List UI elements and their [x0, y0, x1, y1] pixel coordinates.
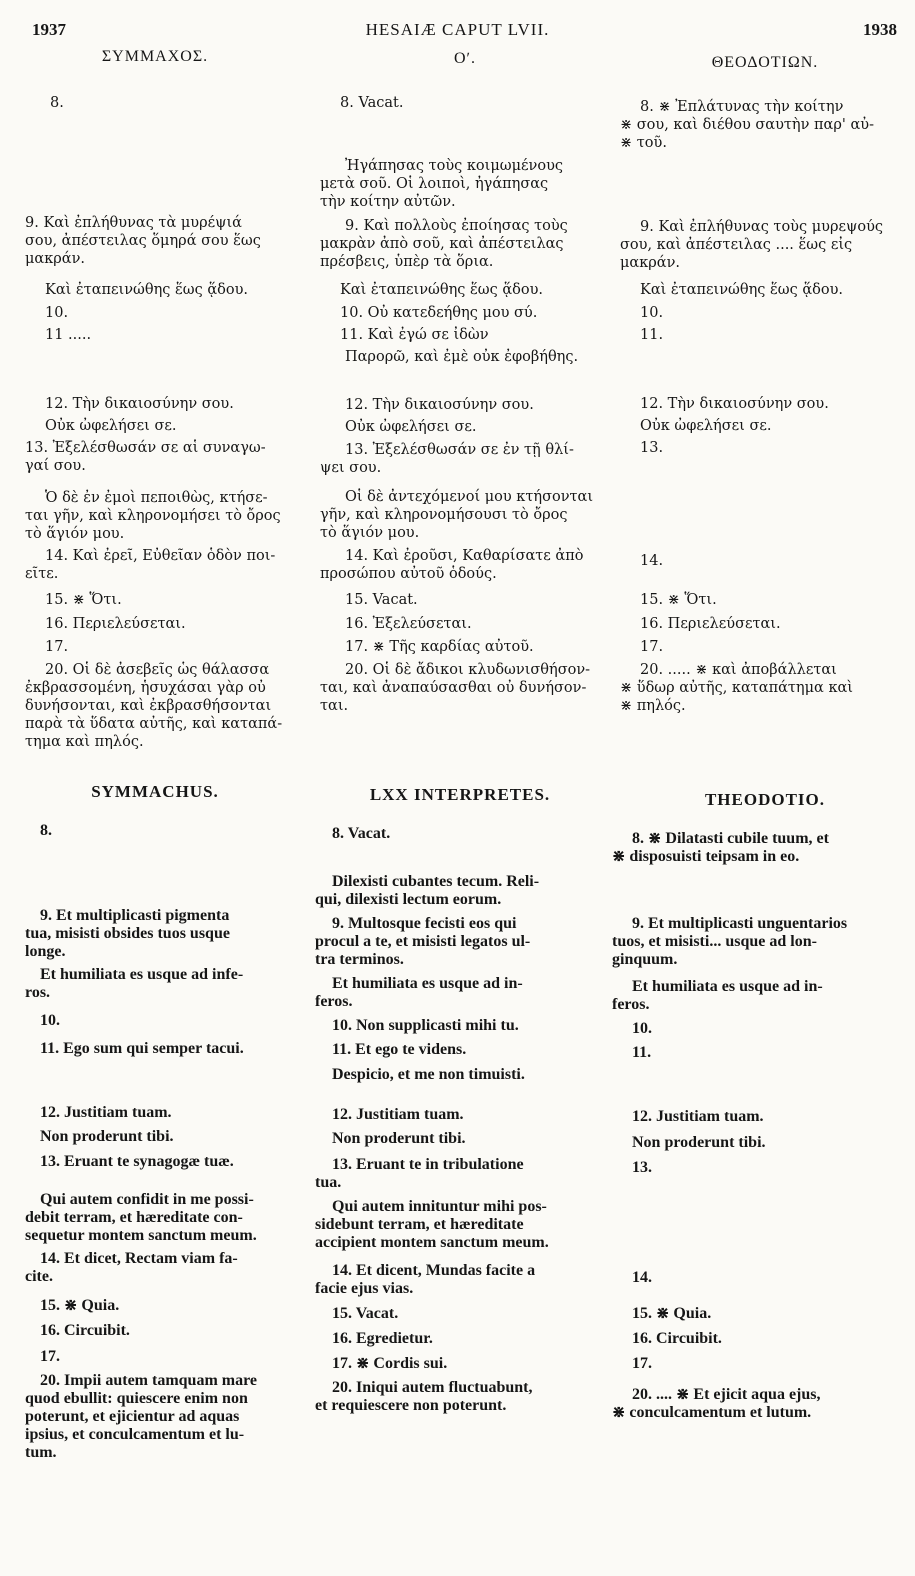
- text-line: ros.: [25, 984, 51, 1001]
- text-line: Et humiliata es usque ad infe-: [40, 966, 244, 983]
- text-line: γαί σου.: [25, 458, 86, 474]
- text-line: 12. Justitiam tuam.: [632, 1108, 764, 1125]
- text-line: 13.: [632, 1159, 652, 1176]
- text-line: ipsius, et conculcamentum et lu-: [25, 1426, 245, 1443]
- text-line: Οὐκ ὠφελήσει σε.: [640, 418, 772, 434]
- text-line: τημα καὶ πηλός.: [25, 734, 144, 750]
- text-line: accipient montem sanctum meum.: [315, 1234, 549, 1251]
- text-line: 14. Et dicet, Rectam viam fa-: [40, 1250, 238, 1267]
- text-line: 15. Vacat.: [332, 1305, 399, 1322]
- text-line: facie ejus vias.: [315, 1280, 414, 1297]
- text-line: ται, καὶ ἀναπαύσασθαι οὐ δυνήσον-: [320, 680, 587, 696]
- text-line: 17.: [45, 639, 69, 655]
- column-heading-symmachus-latin: SYMMACHUS.: [91, 782, 219, 801]
- text-line: δυνήσονται, καὶ ἐκβρασθήσονται: [25, 698, 272, 714]
- text-line: 11.: [640, 327, 664, 343]
- column-heading-lxx-latin: LXX INTERPRETES.: [369, 785, 551, 804]
- text-line: 11.: [632, 1044, 652, 1061]
- text-line: longe.: [25, 943, 66, 960]
- text-line: μετὰ σοῦ. Οἱ λοιποὶ, ἠγάπησας: [320, 176, 549, 192]
- text-line: 10.: [40, 1012, 60, 1029]
- text-line: ⋇ σου, καὶ διέθου σαυτὴν παρ' αὐ-: [620, 117, 874, 133]
- text-line: Καὶ ἐταπεινώθης ἕως ᾅδου.: [640, 282, 844, 298]
- column-heading-theodotion-latin: THEODOTIO.: [704, 790, 826, 809]
- text-line: 13. Eruant te synagogæ tuæ.: [40, 1153, 234, 1170]
- text-line: τὸ ἅγιόν μου.: [320, 525, 420, 541]
- text-line: debit terram, et hæreditate con-: [25, 1209, 243, 1226]
- text-line: 14.: [632, 1269, 652, 1286]
- text-line: ⋇ disposuisti teipsam in eo.: [612, 848, 800, 865]
- text-line: 17. ⋇ Τῆς καρδίας αὐτοῦ.: [345, 639, 534, 655]
- text-line: Dilexisti cubantes tecum. Reli-: [332, 873, 540, 890]
- text-line: 13.: [640, 440, 664, 456]
- text-line: 15. Vacat.: [345, 592, 418, 608]
- text-line: 20. .... ⋇ Et ejicit aqua ejus,: [632, 1386, 821, 1403]
- text-line: 17.: [632, 1355, 652, 1372]
- text-line: 12. Τὴν δικαιοσύνην σου.: [345, 397, 534, 413]
- text-line: 8. ⋇ Ἐπλάτυνας τὴν κοίτην: [640, 99, 844, 115]
- text-line: 12. Justitiam tuam.: [40, 1104, 172, 1121]
- text-line: μακράν.: [25, 251, 86, 267]
- text-line: 9. Et multiplicasti pigmenta: [40, 907, 230, 924]
- text-line: 8.: [40, 822, 52, 839]
- text-line: Καὶ ἐταπεινώθης ἕως ᾅδου.: [340, 282, 544, 298]
- text-line: 20. ..... ⋇ καὶ ἀποβάλλεται: [640, 662, 837, 678]
- text-line: Καὶ ἐταπεινώθης ἕως ᾅδου.: [45, 282, 249, 298]
- text-line: tuos, et misisti... usque ad lon-: [612, 933, 817, 950]
- text-line: 12. Τὴν δικαιοσύνην σου.: [640, 396, 829, 412]
- text-line: 17.: [40, 1348, 60, 1365]
- text-line: cite.: [25, 1268, 53, 1285]
- text-line: 20. Οἱ δὲ ἄδικοι κλυδωνισθήσον-: [345, 662, 591, 678]
- text-line: 15. ⋇ Quia.: [40, 1297, 120, 1314]
- text-line: 13. Ἐξελέσθωσάν σε ἐν τῇ θλί-: [345, 442, 574, 458]
- text-line: 11. Καὶ ἐγώ σε ἰδὼν: [340, 327, 489, 343]
- text-line: Non proderunt tibi.: [332, 1130, 466, 1147]
- text-line: ἐκβρασσομένη, ἡσυχάσαι γὰρ οὐ: [25, 680, 266, 696]
- text-line: 17.: [640, 639, 664, 655]
- text-line: 20. Οἱ δὲ ἀσεβεῖς ὡς θάλασσα: [45, 662, 270, 678]
- text-line: et requiescere non poterunt.: [315, 1397, 507, 1414]
- text-line: quod ebullit: quiescere enim non: [25, 1390, 248, 1407]
- text-line: ginquum.: [612, 951, 678, 968]
- text-line: Et humiliata es usque ad in-: [332, 975, 523, 992]
- text-line: 10. Οὐ κατεδεήθης μου σύ.: [340, 305, 538, 321]
- text-line: Οὐκ ὠφελήσει σε.: [345, 419, 477, 435]
- text-line: tra terminos.: [315, 951, 404, 968]
- text-line: 9. Καὶ ἐπλήθυνας τὰ μυρέψιά: [25, 215, 242, 231]
- page-header: [0, 20, 915, 44]
- text-line: ⋇ ὕδωρ αὐτῆς, καταπάτημα καὶ: [620, 680, 853, 696]
- text-line: tum.: [25, 1444, 57, 1461]
- text-line: Et humiliata es usque ad in-: [632, 978, 823, 995]
- text-line: παρὰ τὰ ὕδατα αὐτῆς, καὶ καταπά-: [25, 716, 283, 732]
- text-line: σου, ἀπέστειλας ὅμηρά σου ἕως: [25, 233, 261, 249]
- text-line: procul a te, et misisti legatos ul-: [315, 933, 531, 950]
- column-heading-symmachus-greek: ΣΥΜΜΑΧΟΣ.: [101, 48, 209, 65]
- text-line: sequetur montem sanctum meum.: [25, 1227, 257, 1244]
- text-line: μακράν.: [620, 255, 681, 271]
- text-line: 9. Καὶ ἐπλήθυνας τοὺς μυρεψούς: [640, 219, 884, 235]
- text-line: 16. Circuibit.: [40, 1322, 130, 1339]
- text-line: ⋇ τοῦ.: [620, 135, 667, 151]
- text-line: Οἱ δὲ ἀντεχόμενοί μου κτήσονται: [345, 489, 594, 505]
- text-line: 13. Eruant te in tribulatione: [332, 1156, 524, 1173]
- text-line: πρέσβεις, ὑπὲρ τὰ ὅρια.: [320, 254, 494, 270]
- text-line: 11. Ego sum qui semper tacui.: [40, 1040, 244, 1057]
- text-line: 16. Περιελεύσεται.: [640, 616, 781, 632]
- text-line: 11. Et ego te videns.: [332, 1041, 467, 1058]
- text-line: ⋇ πηλός.: [620, 698, 686, 714]
- text-line: Ὁ δὲ ἐν ἐμοὶ πεποιθὼς, κτήσε-: [45, 490, 268, 506]
- text-line: feros.: [612, 996, 650, 1013]
- text-line: 12. Τὴν δικαιοσύνην σου.: [45, 396, 234, 412]
- text-line: Despicio, et me non timuisti.: [332, 1066, 525, 1083]
- text-line: Non proderunt tibi.: [40, 1128, 174, 1145]
- page-number-right: 1938: [863, 20, 897, 39]
- text-line: Qui autem confidit in me possi-: [40, 1191, 254, 1208]
- text-line: προσώπου αὐτοῦ ὁδούς.: [320, 566, 497, 582]
- text-line: 12. Justitiam tuam.: [332, 1106, 464, 1123]
- text-line: γῆν, καὶ κληρονομήσουσι τὸ ὄρος: [320, 507, 568, 523]
- text-line: 15. ⋇ Ὅτι.: [45, 592, 122, 608]
- text-line: 10.: [640, 305, 664, 321]
- text-line: feros.: [315, 993, 353, 1010]
- text-line: 13. Ἐξελέσθωσάν σε αἱ συναγω-: [25, 440, 266, 456]
- text-line: 15. ⋇ Ὅτι.: [640, 592, 717, 608]
- text-line: Non proderunt tibi.: [632, 1134, 766, 1151]
- text-line: 10. Non supplicasti mihi tu.: [332, 1017, 519, 1034]
- text-line: 9. Καὶ πολλοὺς ἐποίησας τοὺς: [345, 218, 568, 234]
- text-line: 8.: [50, 95, 64, 111]
- text-line: 14. Καὶ ἐρεῖ, Εὐθεῖαν ὁδὸν ποι-: [45, 548, 276, 564]
- text-line: 14. Et dicent, Mundas facite a: [332, 1262, 536, 1279]
- text-line: 16. Circuibit.: [632, 1330, 722, 1347]
- text-line: 14.: [640, 553, 664, 569]
- text-line: τὸ ἅγιόν μου.: [25, 526, 125, 542]
- column-heading-theodotion-greek: ΘΕΟΔΟΤΙΩΝ.: [711, 54, 819, 71]
- text-line: σου, καὶ ἀπέστειλας .... ἕως εἰς: [620, 237, 853, 253]
- text-line: 16. Egredietur.: [332, 1330, 433, 1347]
- text-line: Παρορῶ, καὶ ἐμὲ οὐκ ἐφοβήθης.: [345, 349, 579, 365]
- text-line: ⋇ conculcamentum et lutum.: [612, 1404, 812, 1421]
- text-line: Ἠγάπησας τοὺς κοιμωμένους: [345, 158, 564, 174]
- text-line: tua, misisti obsides tuos usque: [25, 925, 230, 942]
- text-line: 9. Et multiplicasti unguentarios: [632, 915, 848, 932]
- text-line: 10.: [45, 305, 69, 321]
- text-line: 8. Vacat.: [332, 825, 391, 842]
- text-line: ται.: [320, 698, 349, 714]
- text-line: 11 .....: [45, 327, 92, 343]
- text-line: 17. ⋇ Cordis sui.: [332, 1355, 448, 1372]
- page-number-left: 1937: [32, 20, 66, 39]
- text-line: 9. Multosque fecisti eos qui: [332, 915, 517, 932]
- text-line: 20. Impii autem tamquam mare: [40, 1372, 258, 1389]
- text-line: Οὐκ ὠφελήσει σε.: [45, 418, 177, 434]
- text-line: 20. Iniqui autem fluctuabunt,: [332, 1379, 533, 1396]
- text-line: εῖτε.: [25, 566, 59, 582]
- text-line: Qui autem innituntur mihi pos-: [332, 1198, 547, 1215]
- running-title: HESAIÆ CAPUT LVII.: [365, 20, 550, 39]
- text-line: ται γῆν, καὶ κληρονομήσει τὸ ὄρος: [25, 508, 281, 524]
- text-line: 15. ⋇ Quia.: [632, 1305, 712, 1322]
- text-line: tua.: [315, 1174, 342, 1191]
- text-line: 8. ⋇ Dilatasti cubile tuum, et: [632, 830, 829, 847]
- text-line: qui, dilexisti lectum eorum.: [315, 891, 502, 908]
- column-heading-lxx-greek: Οʹ.: [453, 50, 477, 67]
- text-line: 14. Καὶ ἐροῦσι, Καθαρίσατε ἀπὸ: [345, 548, 584, 564]
- text-line: 10.: [632, 1020, 652, 1037]
- text-line: sidebunt terram, et hæreditate: [315, 1216, 524, 1233]
- text-line: 16. Περιελεύσεται.: [45, 616, 186, 632]
- text-line: 16. Ἐξελεύσεται.: [345, 616, 472, 632]
- text-line: μακρὰν ἀπὸ σοῦ, καὶ ἀπέστειλας: [320, 236, 564, 252]
- text-line: ψει σου.: [320, 460, 382, 476]
- text-line: 8. Vacat.: [340, 95, 404, 111]
- text-line: τὴν κοίτην αὐτῶν.: [320, 194, 456, 210]
- text-line: poterunt, et ejicientur ad aquas: [25, 1408, 240, 1425]
